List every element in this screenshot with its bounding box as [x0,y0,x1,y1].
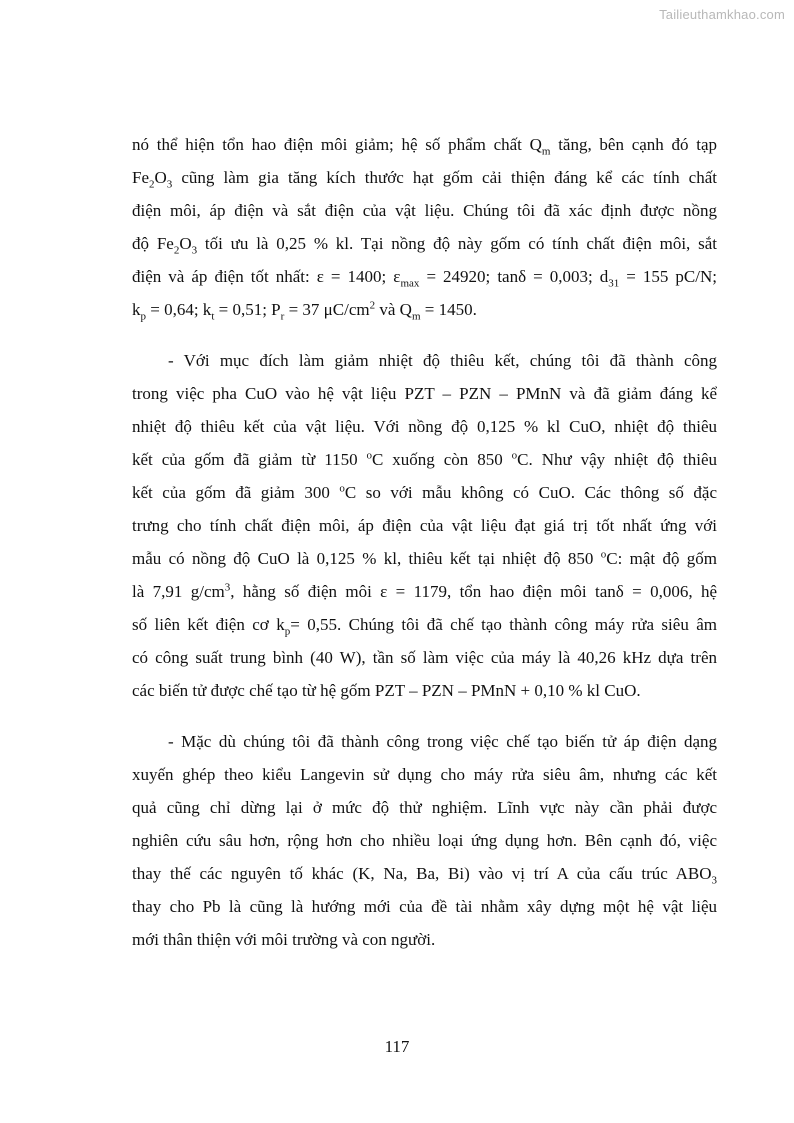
paragraph-conclusion-cuo [132,344,717,707]
text-line: là 7,91 $g/cm^3$, hằng số điện môi ε = 1179, tổn hao điện môi tanδ = 0,006, hệ [132,581,717,601]
subscript: p [140,310,146,323]
text-line: mẫu có nồng độ CuO là 0,125 % kl, thiêu kết tại nhiệt độ 850 $^o$C: mật độ gốm [132,548,718,568]
subscript: max [400,277,420,290]
subscript: 3 [711,874,717,887]
watermark-text: Tailieuthamkhao.com [659,7,785,22]
subscript: 2 [149,178,155,191]
text-line: trong việc pha CuO vào hệ vật liệu PZT – PZN – PMnN và đã giảm đáng kể [132,384,717,403]
text-line: $k_p = 0,64$; $k_t = 0,51$; $P_r = 37$ $\mu C/cm^2$ và $Q_m = 1450$. [132,299,477,323]
text-line: có công suất trung bình (40 W), tần số làm việc của máy là 40,26 kHz dựa trên [132,648,717,667]
superscript: o [366,449,373,462]
document-body [132,128,717,974]
text-line: xuyến ghép theo kiểu Langevin sử dụng cho máy rửa siêu âm, nhưng các kết [132,765,717,784]
superscript: o [511,449,518,462]
subscript: m [411,310,421,323]
text-line: các biến tử được chế tạo từ hệ gốm PZT – PZN – PMnN + 0,10 % kl CuO. [132,681,641,700]
text-line: kết của gốm đã giảm từ 1150 $^o$C xuống còn 850 $^o$C. Như vậy nhiệt độ thiêu [132,449,717,469]
subscript: t [211,310,215,323]
text-line: số liên kết điện cơ $k_p= 0,55$. Chúng tôi đã chế tạo thành công máy rửa siêu âm [132,615,717,638]
text-line: điện môi, áp điện và sắt điện của vật liệu. Chúng tôi đã xác định được nồng [132,201,717,220]
paragraph-conclusion-fe2o3 [132,128,717,326]
paragraph-future-work [132,725,717,956]
text-line: độ $Fe_2O_3$ tối ưu là 0,25 % kl. Tại nồng độ này gốm có tính chất điện môi, sắt [132,234,717,257]
text-line: nghiên cứu sâu hơn, rộng hơn cho nhiều loại ứng dụng hơn. Bên cạnh đó, việc [132,831,717,850]
text-line: nó thể hiện tổn hao điện môi giảm; hệ số phẩm chất $Q_m$ tăng, bên cạnh đó tạp [132,135,717,158]
subscript: 31 [608,277,620,290]
text-line: trưng cho tính chất điện môi, áp điện của vật liệu đạt giá trị tốt nhất ứng với [132,516,717,535]
subscript: 2 [173,244,180,257]
text-line: - Với mục đích làm giảm nhiệt độ thiêu kết, chúng tôi đã thành công [168,351,717,370]
subscript: r [280,310,285,323]
superscript: o [339,482,345,495]
subscript: 3 [166,178,173,191]
text-line: - Mặc dù chúng tôi đã thành công trong việc chế tạo biến tử áp điện dạng [168,732,717,751]
text-line: điện và áp điện tốt nhất: ε = 1400; $\varepsilon_{max} = 24920$; tanδ = 0,003; $d_{31} = 155$ pC/N; [132,267,717,290]
text-line: quả cũng chỉ dừng lại ở mức độ thử nghiệm. Lĩnh vực này cần phải được [132,798,717,817]
text-line: $Fe_2O_3$ cũng làm gia tăng kích thước hạt gốm cải thiện đáng kể các tính chất [132,168,717,191]
text-line: kết của gốm đã giảm 300 $^o$C so với mẫu không có CuO. Các thông số đặc [132,482,717,502]
superscript: o [600,548,607,561]
text-line: mới thân thiện với môi trường và con người. [132,930,436,949]
page-number: 117 [384,1037,410,1056]
subscript: m [541,145,551,158]
subscript: p [284,625,291,638]
text-line: nhiệt độ thiêu kết của vật liệu. Với nồng độ 0,125 % kl CuO, nhiệt độ thiêu [132,417,717,436]
text-line: thay thế các nguyên tố khác (K, Na, Ba, Bi) vào vị trí A của cấu trúc $ABO_3$ [132,864,717,887]
text-line: thay cho Pb là cũng là hướng mới của đề tài nhằm xây dựng một hệ vật liệu [132,897,717,916]
superscript: 3 [224,581,231,594]
subscript: 3 [191,244,198,257]
superscript: 2 [369,299,376,312]
